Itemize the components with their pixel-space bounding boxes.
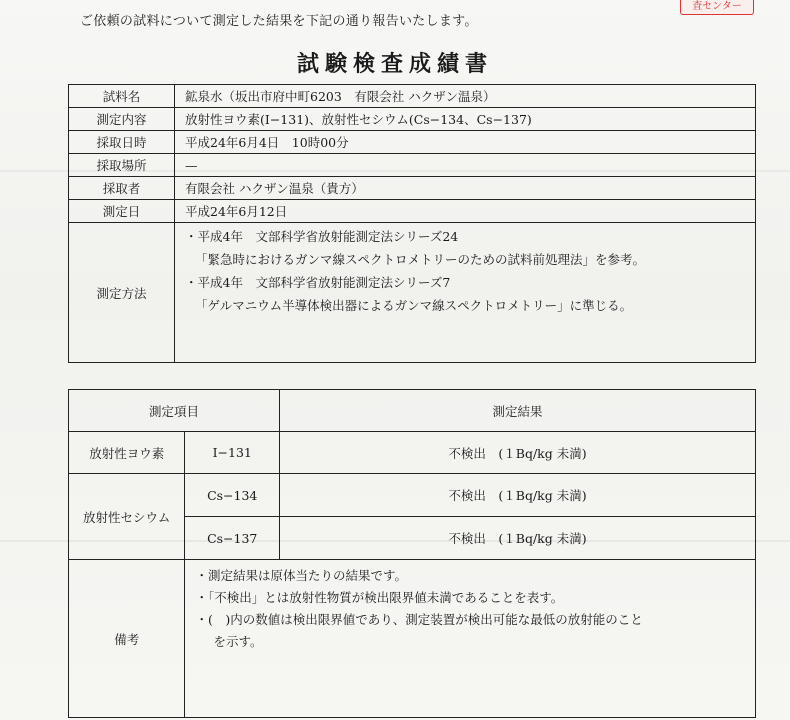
iodine-label: 放射性ヨウ素 [69,432,185,474]
sampling-date-label: 採取日時 [69,131,175,154]
remarks-value [185,560,756,718]
measure-date-label: 測定日 [69,200,175,223]
method-value [175,223,756,363]
sampling-place-value: — [175,154,756,177]
method-line: 「緊急時におけるガンマ線スペクトロメトリーのための試料前処理法」を参考。 [195,252,646,267]
cesium-label: 放射性セシウム [69,474,185,560]
collector-value: 有限会社 ハクザン温泉（貴方） [175,177,756,200]
remarks-label: 備考 [69,560,185,718]
table-row [69,390,756,432]
measure-date-value: 平成24年6月12日 [175,200,756,223]
sample-info-table [68,84,756,363]
remark-line: を示す。 [213,634,263,649]
cs134-result: 不検出 (１Bq/kg 未満) [280,474,756,517]
org-stamp: 査センター [680,0,754,15]
table-row [69,223,756,363]
table-row [69,200,756,223]
table-row [69,560,756,718]
table-row [69,108,756,131]
table-row [69,85,756,108]
method-line: ・平成4年 文部科学省放射能測定法シリーズ7 [185,275,451,290]
method-line: ・平成4年 文部科学省放射能測定法シリーズ24 [185,229,459,244]
table-row [69,432,756,474]
result-header: 測定結果 [280,390,756,432]
cs137-result: 不検出 (１Bq/kg 未満) [280,517,756,560]
table-row [69,131,756,154]
sampling-place-label: 採取場所 [69,154,175,177]
table-row [69,154,756,177]
intro-text: ご依頼の試料について測定した結果を下記の通り報告いたします。 [80,14,478,29]
remark-line: ・「不検出」とは放射性物質が検出限界値未満であることを表す。 [195,590,564,605]
content-label: 測定内容 [69,108,175,131]
cs134-nuclide: Cs−134 [185,474,280,517]
sample-name-label: 試料名 [69,85,175,108]
iodine-nuclide: I−131 [185,432,280,474]
sample-name-value: 鉱泉水（坂出市府中町6203 有限会社 ハクザン温泉） [175,85,756,108]
method-label: 測定方法 [69,223,175,363]
page-title: 試験検査成績書 [296,51,493,77]
cs137-nuclide: Cs−137 [185,517,280,560]
table-row [69,177,756,200]
remark-line: ・測定結果は原体当たりの結果です。 [195,568,407,583]
iodine-result: 不検出 (１Bq/kg 未満) [280,432,756,474]
table-row [69,474,756,517]
collector-label: 採取者 [69,177,175,200]
method-line: 「ゲルマニウム半導体検出器によるガンマ線スペクトロメトリー」に準じる。 [195,298,633,313]
sampling-date-value: 平成24年6月4日 10時00分 [175,131,756,154]
content-value: 放射性ヨウ素(I−131)、放射性セシウム(Cs−134、Cs−137) [175,108,756,131]
results-table [68,389,756,718]
item-header: 測定項目 [69,390,280,432]
remark-line: ・( )内の数値は検出限界値であり、測定装置が検出可能な最低の放射能のこと [195,612,643,627]
